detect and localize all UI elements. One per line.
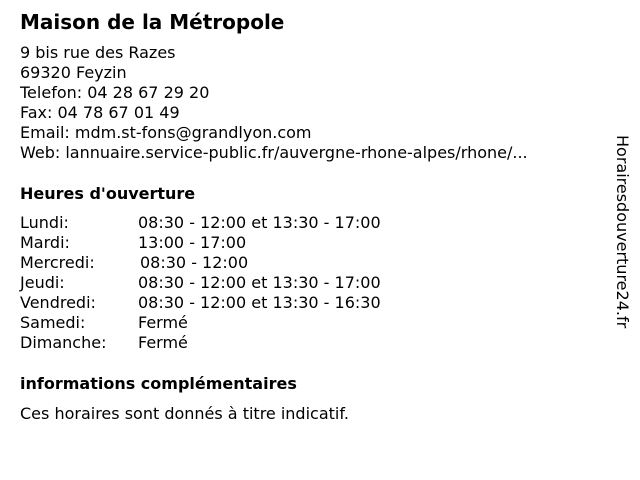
city-postcode: 69320 Feyzin — [20, 63, 127, 82]
additional-info-heading: informations complémentaires — [20, 374, 297, 393]
day-hours: 08:30 - 12:00 — [140, 253, 249, 272]
day-label: Mercredi: — [20, 253, 95, 272]
day-label: Dimanche: — [20, 333, 107, 352]
day-hours: Fermé — [138, 313, 188, 332]
day-hours: 08:30 - 12:00 et 13:30 - 17:00 — [138, 213, 381, 232]
fax-number: Fax: 04 78 67 01 49 — [20, 103, 180, 122]
day-label: Mardi: — [20, 233, 70, 252]
email-address: Email: mdm.st-fons@grandlyon.com — [20, 123, 312, 142]
site-watermark: Horairesdouverture24.fr — [613, 135, 632, 329]
day-label: Lundi: — [20, 213, 69, 232]
day-hours: 08:30 - 12:00 et 13:30 - 16:30 — [138, 293, 381, 312]
day-label: Vendredi: — [20, 293, 96, 312]
phone-number: Telefon: 04 28 67 29 20 — [20, 83, 210, 102]
street-address: 9 bis rue des Razes — [20, 43, 176, 62]
day-hours: 08:30 - 12:00 et 13:30 - 17:00 — [138, 273, 381, 292]
address-block — [20, 43, 528, 163]
opening-hours-heading: Heures d'ouverture — [20, 184, 196, 203]
day-hours: 13:00 - 17:00 — [138, 233, 247, 252]
day-label: Samedi: — [20, 313, 86, 332]
page-title: Maison de la Métropole — [20, 10, 285, 34]
day-hours: Fermé — [138, 333, 188, 352]
website-link: Web: lannuaire.service-public.fr/auvergne-rhone-alpes/rhone/... — [20, 143, 528, 162]
additional-info-text: Ces horaires sont donnés à titre indicatif. — [20, 404, 349, 423]
day-label: Jeudi: — [20, 273, 65, 292]
